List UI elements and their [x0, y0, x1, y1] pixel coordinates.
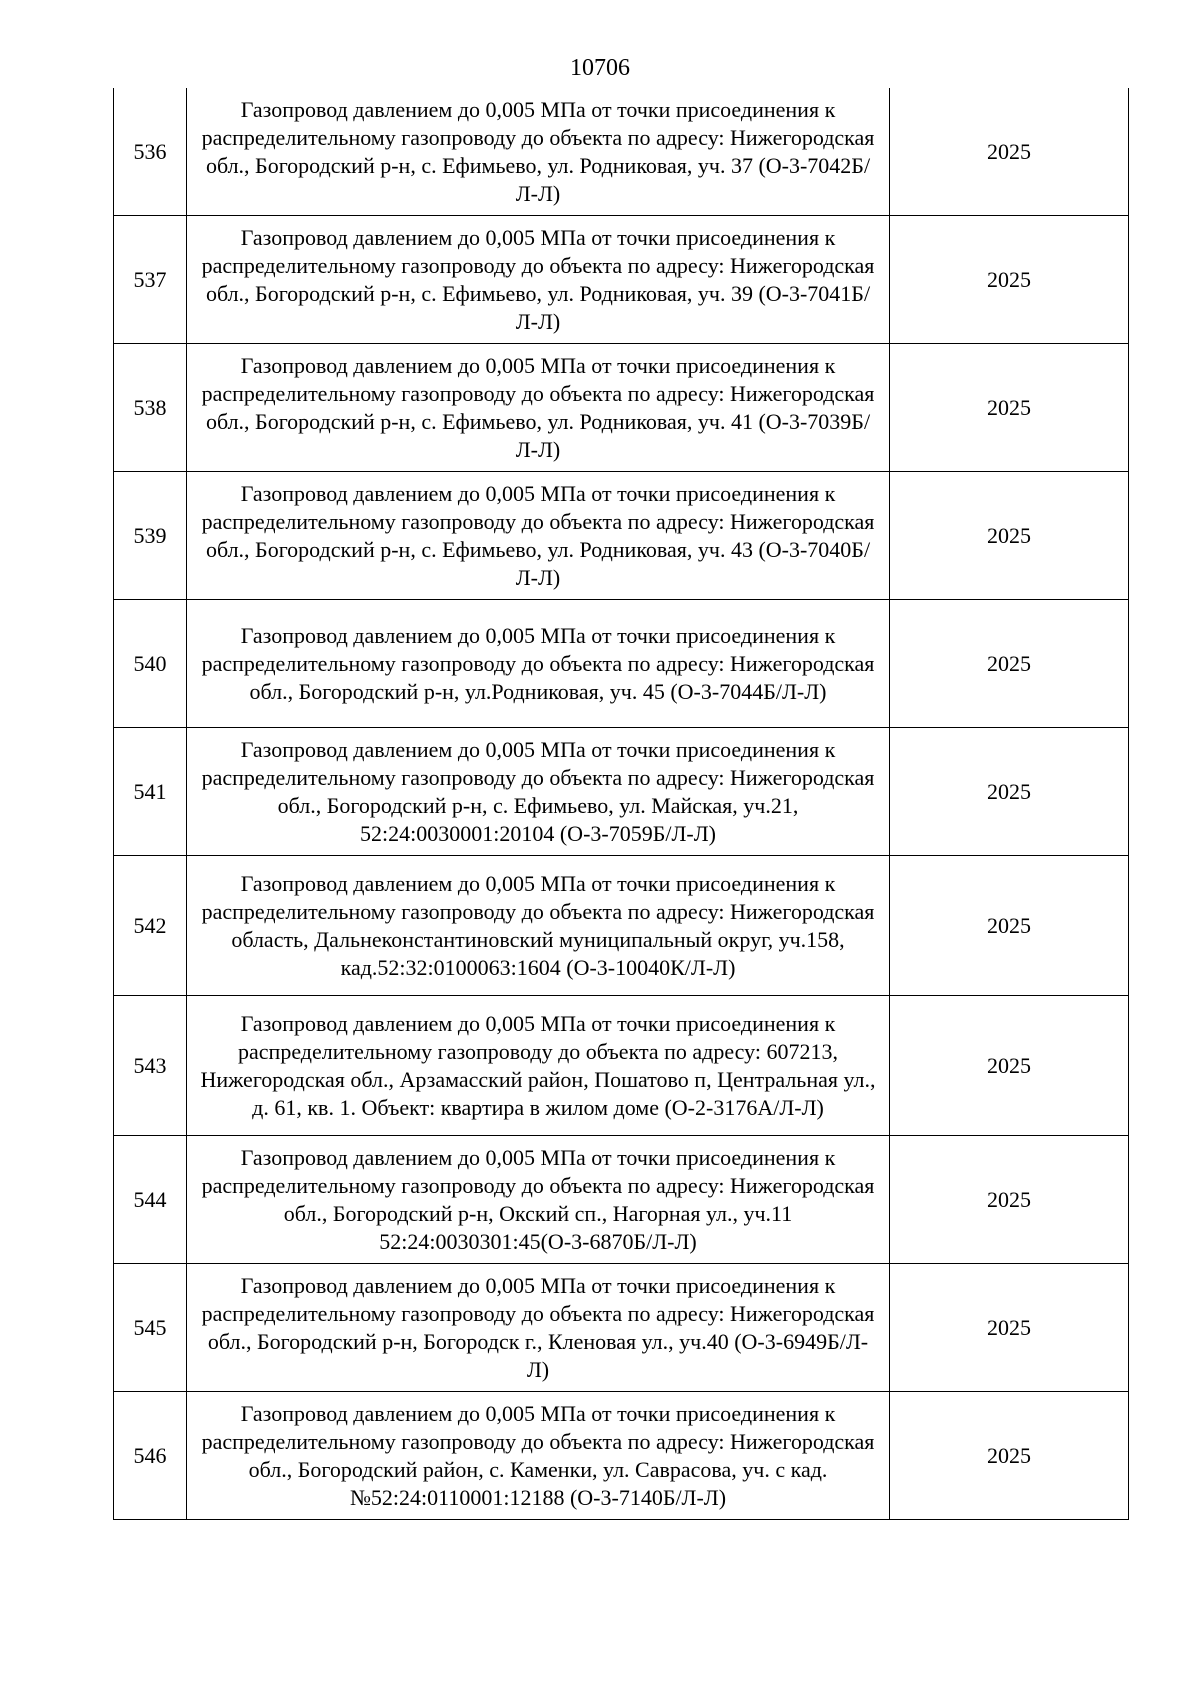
- table-row: [114, 1392, 1129, 1520]
- row-year: 2025: [890, 88, 1129, 216]
- row-description: [187, 1264, 890, 1392]
- row-description-text: Газопровод давлением до 0,005 МПа от точки присоединения к распределительному газопроводу до объекта по адресу: Нижегородская обл., Богородский р-н, с. Ефимьево, ул. Майская, уч.21, 52:24:0030001:20104 (О-3-7059Б/Л-Л): [201, 736, 875, 846]
- row-year: 2025: [890, 600, 1129, 728]
- row-number: 537: [114, 216, 187, 344]
- row-number: 546: [114, 1392, 187, 1520]
- row-description-text: Газопровод давлением до 0,005 МПа от точки присоединения к распределительному газопроводу до объекта по адресу: Нижегородская обл., Богородский р-н, Богородск г., Кленовая ул., уч.40 (О-3-6949Б/Л-Л): [201, 1272, 875, 1382]
- row-description-text: Газопровод давлением до 0,005 МПа от точки присоединения к распределительному газопроводу до объекта по адресу: Нижегородская обл., Богородский район, с. Каменки, ул. Саврасова, уч. с кад. №52:24:0110001:12188 (О-3-7140Б/Л-Л): [201, 1400, 875, 1510]
- row-description-text: Газопровод давлением до 0,005 МПа от точки присоединения к распределительному газопроводу до объекта по адресу: Нижегородская обл., Богородский р-н, с. Ефимьево, ул. Родниковая, уч. 43 (О-3-7040Б/Л-Л): [201, 480, 875, 590]
- row-description-text: Газопровод давлением до 0,005 МПа от точки присоединения к распределительному газопроводу до объекта по адресу: Нижегородская обл., Богородский р-н, с. Ефимьево, ул. Родниковая, уч. 39 (О-3-7041Б/Л-Л): [201, 224, 875, 334]
- row-description: [187, 344, 890, 472]
- table-row: [114, 996, 1129, 1136]
- table-row: [114, 1264, 1129, 1392]
- row-number: 543: [114, 996, 187, 1136]
- row-year: 2025: [890, 728, 1129, 856]
- row-description: [187, 216, 890, 344]
- row-number: 542: [114, 856, 187, 996]
- row-description: [187, 728, 890, 856]
- table-row: [114, 472, 1129, 600]
- row-description: [187, 1136, 890, 1264]
- row-description-text: Газопровод давлением до 0,005 МПа от точки присоединения к распределительному газопроводу до объекта по адресу: Нижегородская обл., Богородский р-н, с. Ефимьево, ул. Родниковая, уч. 41 (О-3-7039Б/Л-Л): [201, 352, 875, 462]
- table-row: [114, 344, 1129, 472]
- row-number: 536: [114, 88, 187, 216]
- row-description: [187, 88, 890, 216]
- row-number: 545: [114, 1264, 187, 1392]
- table-row: [114, 600, 1129, 728]
- page-number: 10706: [570, 55, 630, 81]
- row-number: 541: [114, 728, 187, 856]
- object-table: [113, 88, 1129, 1520]
- row-number: 538: [114, 344, 187, 472]
- row-description: [187, 472, 890, 600]
- row-year: 2025: [890, 996, 1129, 1136]
- row-year: 2025: [890, 1392, 1129, 1520]
- table-row: [114, 216, 1129, 344]
- table-row: [114, 728, 1129, 856]
- table-row: [114, 856, 1129, 996]
- table-row: [114, 1136, 1129, 1264]
- row-description-text: Газопровод давлением до 0,005 МПа от точки присоединения к распределительному газопроводу до объекта по адресу: Нижегородская обл., Богородский р-н, с. Ефимьево, ул. Родниковая, уч. 37 (О-3-7042Б/Л-Л): [201, 96, 875, 206]
- row-year: 2025: [890, 1136, 1129, 1264]
- row-description: [187, 1392, 890, 1520]
- row-year: 2025: [890, 1264, 1129, 1392]
- row-description-text: Газопровод давлением до 0,005 МПа от точки присоединения к распределительному газопроводу до объекта по адресу: Нижегородская обл., Богородский р-н, Окский сп., Нагорная ул., уч.11 52:24:0030301:45(О-3-6870Б/Л-Л): [201, 1144, 875, 1254]
- table-row: [114, 88, 1129, 216]
- row-year: 2025: [890, 856, 1129, 996]
- row-year: 2025: [890, 216, 1129, 344]
- row-year: 2025: [890, 472, 1129, 600]
- row-description-text: Газопровод давлением до 0,005 МПа от точки присоединения к распределительному газопроводу до объекта по адресу: Нижегородская область, Дальнеконстантиновский муниципальный округ, уч.158, кад.52:32:0100063:1604 (О-3-10040К/Л-Л): [201, 870, 875, 980]
- row-description-text: Газопровод давлением до 0,005 МПа от точки присоединения к распределительному газопроводу до объекта по адресу: 607213, Нижегородская обл., Арзамасский район, Пошатово п, Центральная ул., д. 61, кв. 1. Объект: квартира в жилом доме (О-2-3176А/Л-Л): [200, 1010, 876, 1120]
- row-number: 544: [114, 1136, 187, 1264]
- row-number: 540: [114, 600, 187, 728]
- row-description: [187, 996, 890, 1136]
- row-number: 539: [114, 472, 187, 600]
- row-description-text: Газопровод давлением до 0,005 МПа от точки присоединения к распределительному газопроводу до объекта по адресу: Нижегородская обл., Богородский р-н, ул.Родниковая, уч. 45 (О-3-7044Б/Л-Л): [201, 622, 875, 704]
- row-year: 2025: [890, 344, 1129, 472]
- row-description: [187, 600, 890, 728]
- row-description: [187, 856, 890, 996]
